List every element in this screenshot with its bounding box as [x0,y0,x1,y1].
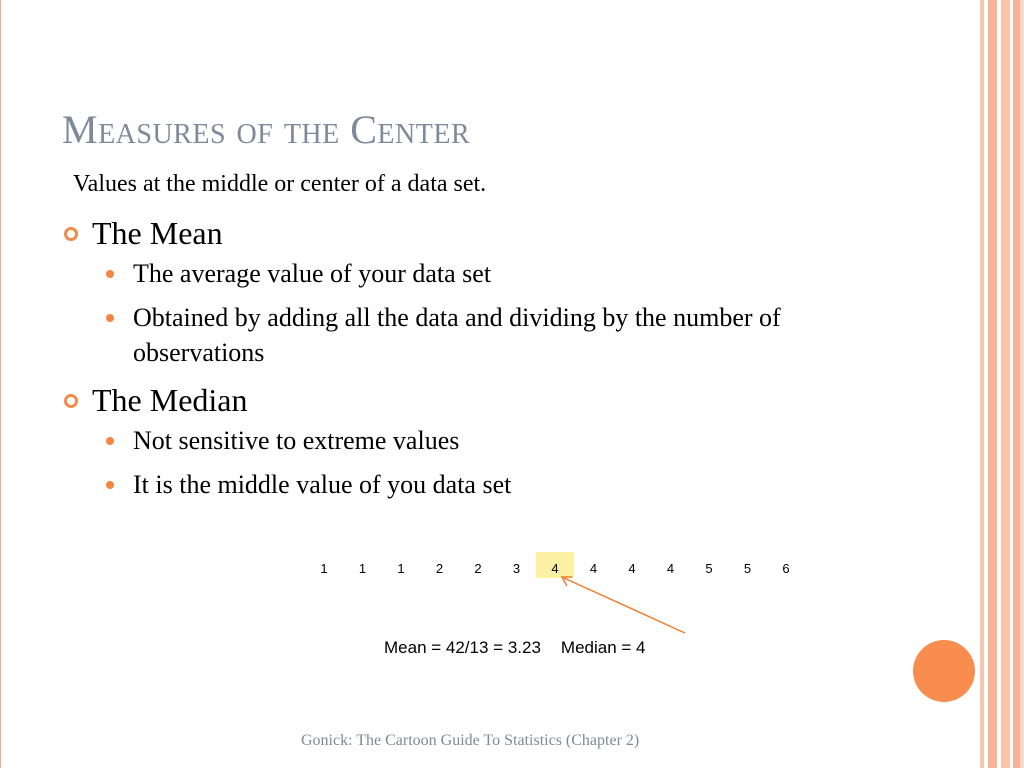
sub-bullet-text: Not sensitive to extreme values [133,426,460,455]
data-value-median: 4 [536,552,574,578]
data-value: 2 [474,561,482,576]
sub-bullet-text: Obtained by adding all the data and dividing by the number of observations [133,303,781,367]
data-value: 1 [358,561,367,576]
sub-bullet-text: The average value of your data set [133,259,492,288]
sub-bullet-text: It is the middle value of you data set [133,470,512,499]
bullet-label: The Mean [92,215,223,251]
data-value: 2 [435,561,444,576]
summary-statistics [384,638,646,658]
data-value: 1 [320,561,328,576]
slide-subtitle: Values at the middle or center of a data set. [73,171,487,197]
footer-citation: Gonick: The Cartoon Guide To Statistics (Chapter 2) [301,732,640,749]
data-value: 5 [743,561,752,576]
slide-title: Measures of the Center [62,107,471,152]
data-value: 6 [782,561,790,576]
median-value: Median = 4 [560,638,646,657]
data-value: 4 [628,561,636,576]
data-value: 4 [666,561,675,576]
bullet-label: The Median [92,382,248,418]
data-value: 4 [589,561,598,576]
data-value: 1 [397,561,405,576]
data-value: 3 [512,561,521,576]
data-value: 5 [705,561,713,576]
mean-value: Mean = 42/13 = 3.23 [384,638,541,657]
orange-circle-icon [913,640,975,702]
